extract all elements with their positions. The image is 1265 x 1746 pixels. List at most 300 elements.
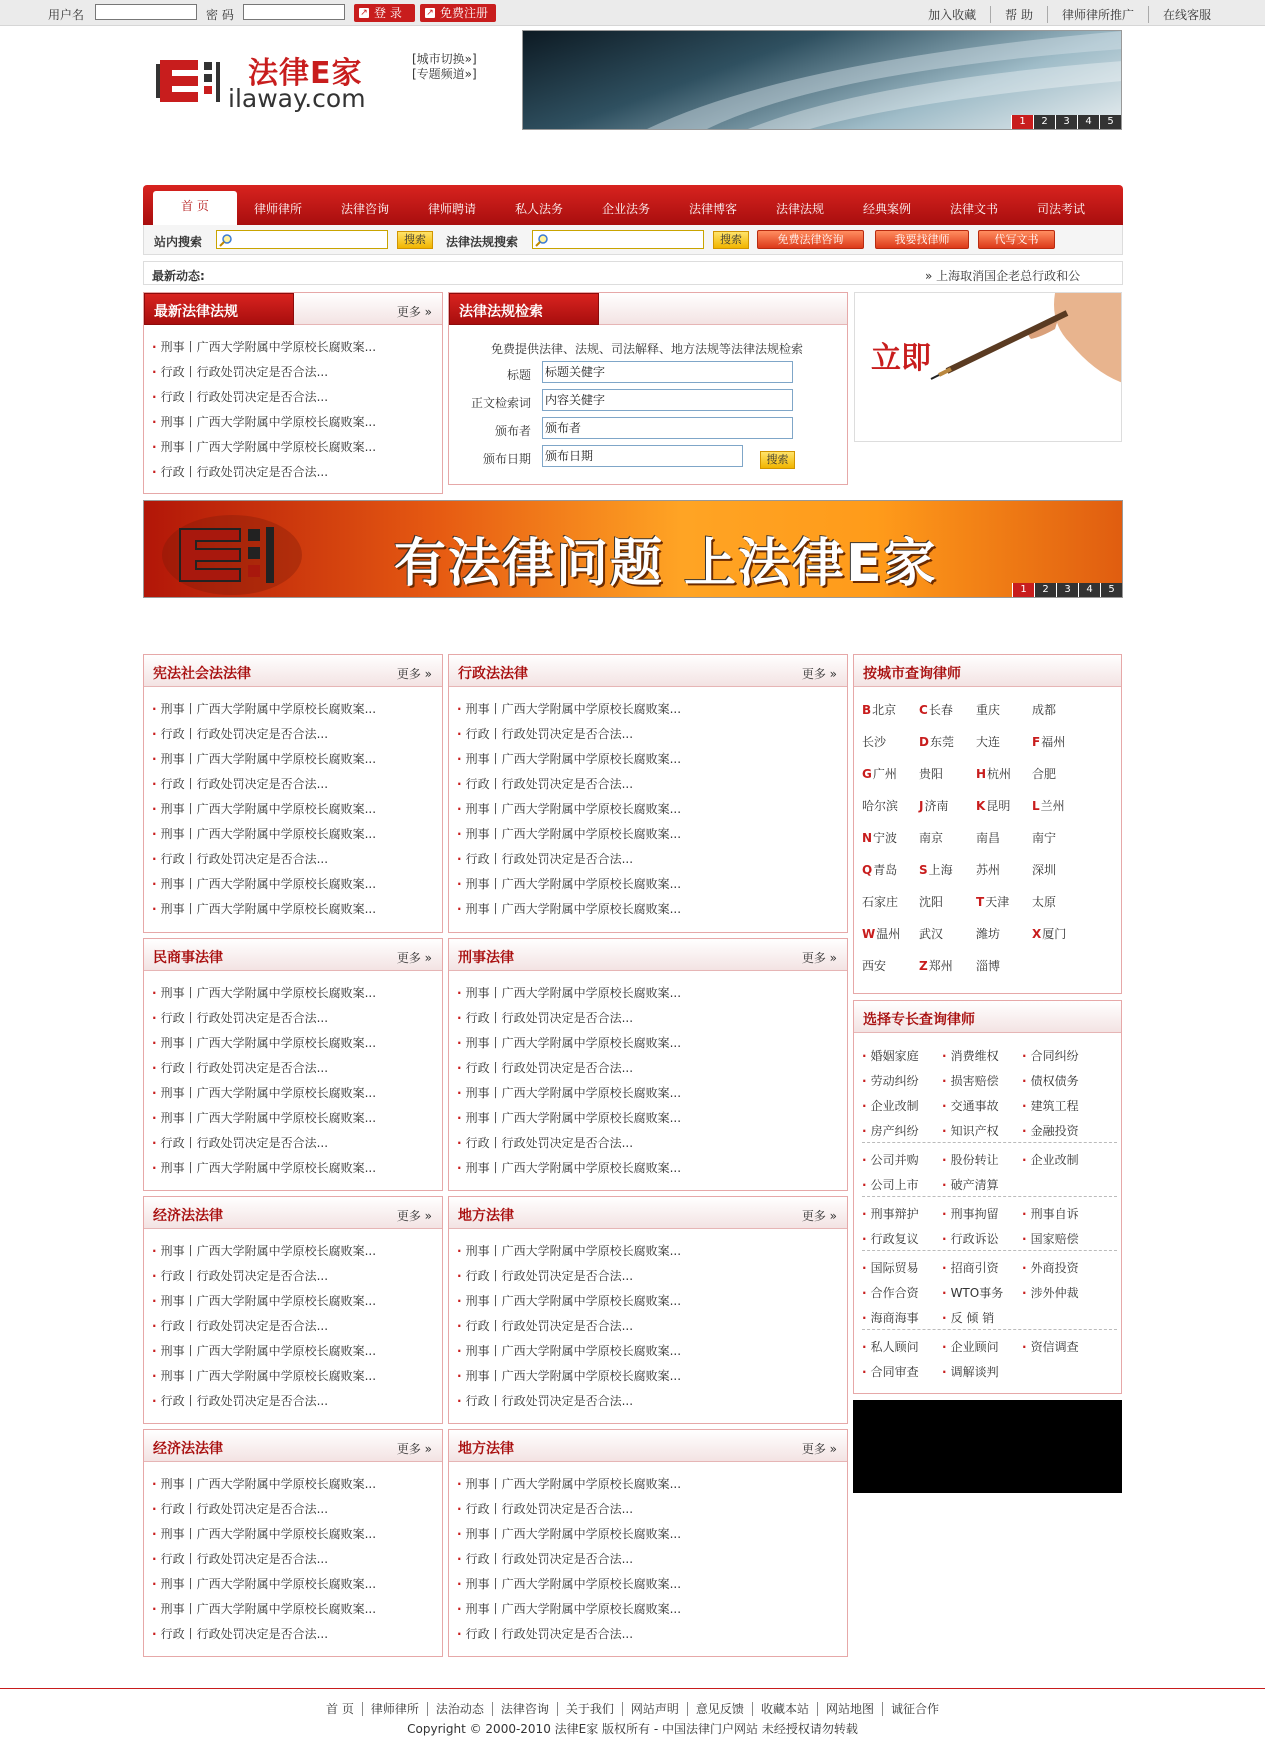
city-link[interactable]	[862, 829, 897, 846]
city-initial: N	[862, 831, 873, 845]
slogan-page-5[interactable]: 5	[1100, 583, 1122, 597]
list-item[interactable]: · 行政丨行政处罚决定是否合法...	[152, 772, 442, 797]
specialty-link[interactable]: · 招商引资	[942, 1259, 999, 1276]
list-item[interactable]: · 行政丨行政处罚决定是否合法...	[457, 1314, 847, 1339]
list-item[interactable]: · 行政丨行政处罚决定是否合法...	[457, 1056, 847, 1081]
list-item[interactable]: · 刑事丨广西大学附属中学原校长腐败案...	[152, 1031, 442, 1056]
footer-link[interactable]: 首 页	[326, 1702, 354, 1716]
list-item[interactable]: · 行政丨行政处罚决定是否合法...	[152, 1547, 442, 1572]
list-item[interactable]: · 行政丨行政处罚决定是否合法...	[457, 847, 847, 872]
list-item[interactable]: · 刑事丨广西大学附属中学原校长腐败案...	[457, 1597, 847, 1622]
list-item[interactable]: · 刑事丨广西大学附属中学原校长腐败案...	[457, 1472, 847, 1497]
law-search-submit[interactable]: 搜索	[760, 451, 795, 469]
city-link[interactable]	[862, 797, 898, 814]
list-item[interactable]: · 刑事丨广西大学附属中学原校长腐败案...	[457, 1156, 847, 1181]
nav-hire[interactable]: 律师聘请	[427, 202, 476, 216]
footer-link[interactable]: 网站地图	[817, 1702, 882, 1716]
nav-blog[interactable]: 法律博客	[688, 202, 737, 216]
section-title: 民商事法律	[153, 950, 223, 966]
list-item[interactable]: · 刑事丨广西大学附属中学原校长腐败案...	[457, 747, 847, 772]
city-initial: K	[976, 799, 986, 813]
city-name: 成都	[1032, 703, 1057, 717]
link-add-favorite[interactable]: 加入收藏	[928, 8, 977, 22]
footer-divider	[0, 1688, 1265, 1689]
issuer-input[interactable]: 颁布者	[542, 417, 793, 439]
nav-regulations[interactable]: 法律法规	[775, 202, 824, 216]
list-item[interactable]: · 刑事丨广西大学附属中学原校长腐败案...	[457, 1106, 847, 1131]
list-item[interactable]: · 行政丨行政处罚决定是否合法...	[152, 385, 442, 410]
list-item[interactable]: · 刑事丨广西大学附属中学原校长腐败案...	[457, 1522, 847, 1547]
list-item[interactable]: · 行政丨行政处罚决定是否合法...	[457, 1264, 847, 1289]
specialty-link[interactable]: · 建筑工程	[1022, 1097, 1079, 1114]
specialty-link[interactable]: · WTO事务	[942, 1284, 1003, 1301]
section-list	[144, 971, 442, 1181]
list-item[interactable]: · 刑事丨广西大学附属中学原校长腐败案...	[152, 1289, 442, 1314]
city-link[interactable]	[1032, 925, 1066, 942]
topic-channel-link[interactable]: [专题频道»]	[412, 67, 477, 81]
specialty-link[interactable]: · 行政诉讼	[942, 1230, 999, 1247]
banner-page-2[interactable]: 2	[1033, 115, 1055, 129]
law-search-box	[448, 292, 848, 485]
list-item[interactable]: · 行政丨行政处罚决定是否合法...	[457, 1389, 847, 1414]
specialty-link[interactable]: · 合同审查	[862, 1363, 919, 1380]
city-link[interactable]	[1032, 861, 1056, 878]
city-initial: S	[919, 863, 928, 877]
slogan-banner[interactable]	[143, 500, 1123, 598]
city-name: 郑州	[928, 959, 953, 973]
city-name: 武汉	[919, 927, 944, 941]
city-link[interactable]	[862, 893, 898, 910]
logo-domain: ilaway.com	[228, 84, 366, 113]
section-more-link[interactable]: 更多 »	[801, 1209, 837, 1223]
city-link[interactable]	[976, 733, 1000, 750]
city-link[interactable]	[862, 733, 886, 750]
specialty-link[interactable]: · 合同纠纷	[1022, 1047, 1079, 1064]
city-link[interactable]	[1032, 829, 1056, 846]
specialty-link[interactable]: · 破产清算	[942, 1176, 999, 1193]
city-name: 南昌	[976, 831, 1001, 845]
list-item[interactable]: · 刑事丨广西大学附属中学原校长腐败案...	[152, 1239, 442, 1264]
specialty-link[interactable]: · 房产纠纷	[862, 1122, 919, 1139]
list-item[interactable]: · 行政丨行政处罚决定是否合法...	[152, 1264, 442, 1289]
password-label: 密 码	[206, 8, 234, 22]
section-more-link[interactable]: 更多 »	[801, 1442, 837, 1456]
city-name: 温州	[876, 927, 901, 941]
city-link[interactable]	[1032, 797, 1065, 814]
city-initial: F	[1032, 735, 1041, 749]
nav-cases[interactable]: 经典案例	[862, 202, 911, 216]
arrow-icon: ↗	[426, 8, 434, 18]
ticker-text[interactable]: » 上海取消国企老总行政和公	[925, 269, 1081, 283]
city-link[interactable]	[862, 957, 886, 974]
list-item[interactable]: · 刑事丨广西大学附属中学原校长腐败案...	[457, 872, 847, 897]
city-name: 石家庄	[862, 895, 899, 909]
list-item[interactable]: · 行政丨行政处罚决定是否合法...	[457, 1131, 847, 1156]
specialty-link[interactable]: · 公司上市	[862, 1176, 919, 1193]
list-item[interactable]: · 行政丨行政处罚决定是否合法...	[457, 1547, 847, 1572]
law-search-input[interactable]	[532, 230, 704, 249]
top-links	[914, 6, 1225, 23]
write-document-button[interactable]: 代写文书	[978, 230, 1055, 249]
city-name: 长春	[928, 703, 953, 717]
list-item[interactable]: · 行政丨行政处罚决定是否合法...	[457, 1006, 847, 1031]
list-item[interactable]: · 刑事丨广西大学附属中学原校长腐败案...	[152, 1522, 442, 1547]
city-name: 太原	[1032, 895, 1057, 909]
section-box	[448, 654, 848, 933]
specialty-link[interactable]: · 债权债务	[1022, 1072, 1079, 1089]
divider	[862, 1250, 1117, 1251]
specialty-link[interactable]: · 企业改制	[1022, 1151, 1079, 1168]
list-item[interactable]: · 行政丨行政处罚决定是否合法...	[152, 1497, 442, 1522]
city-lawyers-box	[853, 654, 1122, 994]
list-item[interactable]: · 行政丨行政处罚决定是否合法...	[152, 1622, 442, 1647]
list-item[interactable]: · 刑事丨广西大学附属中学原校长腐败案...	[152, 981, 442, 1006]
video-ad[interactable]	[853, 1400, 1122, 1493]
section-title: 地方法律	[458, 1208, 514, 1224]
section-title: 行政法法律	[458, 666, 528, 682]
field-label-title: 标题	[507, 368, 532, 382]
city-initial: G	[862, 767, 872, 781]
list-item[interactable]: · 行政丨行政处罚决定是否合法...	[152, 1389, 442, 1414]
main-nav	[143, 185, 1123, 225]
city-name: 哈尔滨	[862, 799, 899, 813]
city-link[interactable]	[976, 861, 1000, 878]
city-link[interactable]	[862, 701, 896, 718]
specialty-link[interactable]: · 劳动纠纷	[862, 1072, 919, 1089]
specialty-link[interactable]: · 调解谈判	[942, 1363, 999, 1380]
slogan-page-4[interactable]: 4	[1078, 583, 1100, 597]
city-link[interactable]	[976, 701, 1000, 718]
city-name: 济南	[924, 799, 949, 813]
specialty-link[interactable]: · 公司并购	[862, 1151, 919, 1168]
content-keyword-input[interactable]: 内容关健字	[542, 389, 793, 411]
banner-page-4[interactable]: 4	[1077, 115, 1099, 129]
latest-laws-title: 最新法律法规	[154, 304, 238, 320]
specialty-link[interactable]: · 涉外仲裁	[1022, 1284, 1079, 1301]
nav-private[interactable]: 私人法务	[514, 202, 563, 216]
latest-laws-more[interactable]: 更多 »	[396, 305, 432, 319]
link-online-service[interactable]: 在线客服	[1148, 6, 1225, 23]
footer-link[interactable]: 律师律所	[362, 1702, 427, 1716]
list-item[interactable]: · 刑事丨广西大学附属中学原校长腐败案...	[457, 1339, 847, 1364]
city-lawyers-title: 按城市查询律师	[863, 666, 961, 682]
section-title: 地方法律	[458, 1441, 514, 1457]
section-box	[448, 1429, 848, 1657]
list-item[interactable]: · 刑事丨广西大学附属中学原校长腐败案...	[457, 897, 847, 922]
city-initial: J	[919, 799, 924, 813]
link-help[interactable]: 帮 助	[990, 6, 1047, 23]
free-consult-button[interactable]: 免费法律咨询	[757, 230, 864, 249]
specialty-link[interactable]: · 知识产权	[942, 1122, 999, 1139]
section-title: 经济法法律	[153, 1441, 223, 1457]
city-link[interactable]	[976, 893, 1009, 910]
city-name: 青岛	[873, 863, 898, 877]
list-item[interactable]: · 刑事丨广西大学附属中学原校长腐败案...	[152, 435, 442, 460]
city-initial: Z	[919, 959, 928, 973]
city-link[interactable]	[976, 957, 1000, 974]
city-link[interactable]	[919, 797, 948, 814]
banner-page-3[interactable]: 3	[1055, 115, 1077, 129]
find-lawyer-button[interactable]: 我要找律师	[875, 230, 969, 249]
list-item[interactable]: · 行政丨行政处罚决定是否合法...	[152, 1314, 442, 1339]
list-item[interactable]: · 刑事丨广西大学附属中学原校长腐败案...	[457, 797, 847, 822]
specialty-link[interactable]: · 金融投资	[1022, 1122, 1079, 1139]
login-label: 登 录	[374, 6, 402, 20]
city-name: 重庆	[976, 703, 1001, 717]
list-item[interactable]: · 刑事丨广西大学附属中学原校长腐败案...	[152, 1597, 442, 1622]
city-name: 东莞	[929, 735, 954, 749]
header-banner[interactable]	[522, 30, 1122, 130]
law-search-title: 法律法规检索	[459, 304, 543, 320]
list-item[interactable]: · 行政丨行政处罚决定是否合法...	[152, 847, 442, 872]
city-link[interactable]	[862, 925, 900, 942]
specialty-link[interactable]: · 交通事故	[942, 1097, 999, 1114]
field-label-issuer: 颁布者	[495, 424, 532, 438]
password-input[interactable]	[243, 4, 345, 20]
city-link[interactable]	[919, 861, 953, 878]
city-initial: L	[1032, 799, 1040, 813]
city-name: 北京	[872, 703, 897, 717]
city-name: 南京	[919, 831, 944, 845]
city-link[interactable]	[1032, 765, 1056, 782]
city-switch-link[interactable]: [城市切换»]	[412, 52, 477, 66]
city-initial: B	[862, 703, 872, 717]
list-item[interactable]: · 刑事丨广西大学附属中学原校长腐败案...	[152, 410, 442, 435]
city-name: 沈阳	[919, 895, 944, 909]
city-name: 广州	[872, 767, 897, 781]
city-link[interactable]	[976, 925, 1000, 942]
footer-link[interactable]: 收藏本站	[752, 1702, 817, 1716]
specialty-link[interactable]: · 外商投资	[1022, 1259, 1079, 1276]
username-input[interactable]	[95, 4, 197, 20]
list-item[interactable]: · 刑事丨广西大学附属中学原校长腐败案...	[152, 822, 442, 847]
list-item[interactable]: · 行政丨行政处罚决定是否合法...	[152, 1056, 442, 1081]
city-link[interactable]	[1032, 893, 1056, 910]
section-more-link[interactable]: 更多 »	[801, 667, 837, 681]
nav-consult[interactable]: 法律咨询	[340, 202, 389, 216]
side-ad-text: 立即	[871, 341, 931, 376]
city-initial: X	[1032, 927, 1042, 941]
city-link[interactable]	[919, 733, 954, 750]
specialty-link[interactable]: · 婚姻家庭	[862, 1047, 919, 1064]
section-more-link[interactable]: 更多 »	[396, 1442, 432, 1456]
list-item[interactable]: · 刑事丨广西大学附属中学原校长腐败案...	[457, 1081, 847, 1106]
list-item[interactable]: · 刑事丨广西大学附属中学原校长腐败案...	[152, 697, 442, 722]
list-item[interactable]: · 刑事丨广西大学附属中学原校长腐败案...	[152, 1364, 442, 1389]
footer-link[interactable]: 诚征合作	[882, 1702, 947, 1716]
list-item[interactable]: · 行政丨行政处罚决定是否合法...	[152, 1006, 442, 1031]
list-item[interactable]: · 行政丨行政处罚决定是否合法...	[457, 722, 847, 747]
law-search-description: 免费提供法律、法规、司法解释、地方法规等法律法规检索	[491, 342, 804, 356]
login-button[interactable]	[354, 4, 415, 22]
footer-link[interactable]: 网站声明	[622, 1702, 687, 1716]
specialty-link[interactable]: · 国家赔偿	[1022, 1230, 1079, 1247]
list-item[interactable]: · 刑事丨广西大学附属中学原校长腐败案...	[152, 1081, 442, 1106]
specialty-link[interactable]: · 刑事自诉	[1022, 1205, 1079, 1222]
specialty-link[interactable]: · 企业改制	[862, 1097, 919, 1114]
law-search-button[interactable]: 搜索	[713, 231, 749, 249]
list-item[interactable]: · 行政丨行政处罚决定是否合法...	[457, 772, 847, 797]
site-search-label: 站内搜索	[154, 235, 203, 249]
city-link[interactable]	[1032, 701, 1056, 718]
banner-slogan: 有法律问题 上法律E家	[394, 534, 938, 594]
section-more-link[interactable]: 更多 »	[396, 667, 432, 681]
list-item[interactable]: · 刑事丨广西大学附属中学原校长腐败案...	[457, 1031, 847, 1056]
city-name: 昆明	[986, 799, 1011, 813]
username-label: 用户名	[48, 8, 85, 22]
section-list	[449, 971, 847, 1181]
city-name: 深圳	[1032, 863, 1057, 877]
city-name: 福州	[1041, 735, 1066, 749]
list-item[interactable]: · 刑事丨广西大学附属中学原校长腐败案...	[457, 822, 847, 847]
list-item[interactable]: · 刑事丨广西大学附属中学原校长腐败案...	[457, 1364, 847, 1389]
list-item[interactable]: · 刑事丨广西大学附属中学原校长腐败案...	[457, 1572, 847, 1597]
nav-exam[interactable]: 司法考试	[1036, 202, 1085, 216]
specialty-lawyers-title: 选择专长查询律师	[863, 1012, 975, 1028]
ticker-label: 最新动态:	[152, 269, 205, 283]
logo-e-icon	[156, 50, 224, 108]
footer-links	[0, 1700, 1265, 1717]
search-bar	[143, 225, 1123, 255]
city-link[interactable]	[1032, 733, 1065, 750]
section-title: 刑事法律	[458, 950, 514, 966]
city-name: 宁波	[873, 831, 898, 845]
site-logo[interactable]	[156, 46, 396, 116]
list-item[interactable]: · 刑事丨广西大学附属中学原校长腐败案...	[457, 981, 847, 1006]
specialty-link[interactable]: · 资信调查	[1022, 1338, 1079, 1355]
search-icon	[219, 233, 233, 247]
list-item[interactable]: · 行政丨行政处罚决定是否合法...	[457, 1497, 847, 1522]
slogan-page-3[interactable]: 3	[1056, 583, 1078, 597]
section-list	[144, 1462, 442, 1647]
list-item[interactable]: · 刑事丨广西大学附属中学原校长腐败案...	[152, 1156, 442, 1181]
footer-link[interactable]: 关于我们	[557, 1702, 622, 1716]
city-link[interactable]	[919, 829, 943, 846]
section-box	[143, 654, 443, 933]
specialty-link[interactable]: · 行政复议	[862, 1230, 919, 1247]
city-name: 贵阳	[919, 767, 944, 781]
specialty-link[interactable]: · 消费维权	[942, 1047, 999, 1064]
site-search-input[interactable]	[216, 230, 388, 249]
list-item[interactable]: · 行政丨行政处罚决定是否合法...	[152, 722, 442, 747]
nav-lawyers[interactable]: 律师律所	[253, 202, 302, 216]
section-box	[448, 938, 848, 1191]
nav-documents[interactable]: 法律文书	[949, 202, 998, 216]
city-name: 西安	[862, 959, 887, 973]
register-button[interactable]	[420, 4, 496, 22]
specialty-link[interactable]: · 损害赔偿	[942, 1072, 999, 1089]
specialty-link[interactable]: · 海商海事	[862, 1309, 919, 1326]
section-more-link[interactable]: 更多 »	[396, 1209, 432, 1223]
specialty-link[interactable]: · 合作合资	[862, 1284, 919, 1301]
specialty-link[interactable]: · 刑事辩护	[862, 1205, 919, 1222]
list-item[interactable]: · 行政丨行政处罚决定是否合法...	[457, 1622, 847, 1647]
list-item[interactable]: · 刑事丨广西大学附属中学原校长腐败案...	[152, 747, 442, 772]
city-link[interactable]	[919, 925, 943, 942]
city-link[interactable]	[919, 957, 953, 974]
city-link[interactable]	[976, 797, 1010, 814]
slogan-page-1[interactable]: 1	[1012, 583, 1034, 597]
list-item[interactable]: · 刑事丨广西大学附属中学原校长腐败案...	[152, 1572, 442, 1597]
footer-link[interactable]: 法律咨询	[492, 1702, 557, 1716]
header-links	[412, 52, 477, 82]
specialty-link[interactable]: · 企业顾问	[942, 1338, 999, 1355]
copyright: Copyright © 2000-2010 法律E家 版权所有 - 中国法律门户网站 未经授权请勿转载	[407, 1722, 858, 1736]
field-label-content: 正文检索词	[471, 396, 532, 410]
list-item[interactable]: · 行政丨行政处罚决定是否合法...	[152, 460, 442, 485]
specialty-link[interactable]: · 国际贸易	[862, 1259, 919, 1276]
list-item[interactable]: · 刑事丨广西大学附属中学原校长腐败案...	[457, 697, 847, 722]
city-initial: W	[862, 927, 876, 941]
list-item[interactable]: · 刑事丨广西大学附属中学原校长腐败案...	[152, 797, 442, 822]
list-item[interactable]: · 刑事丨广西大学附属中学原校长腐败案...	[152, 1106, 442, 1131]
city-link[interactable]	[976, 765, 1011, 782]
list-item[interactable]: · 刑事丨广西大学附属中学原校长腐败案...	[152, 1472, 442, 1497]
city-link[interactable]	[919, 893, 943, 910]
list-item[interactable]: · 行政丨行政处罚决定是否合法...	[152, 1131, 442, 1156]
city-link[interactable]	[862, 765, 897, 782]
divider	[862, 1142, 1117, 1143]
list-item[interactable]: · 刑事丨广西大学附属中学原校长腐败案...	[152, 1339, 442, 1364]
list-item[interactable]: · 刑事丨广西大学附属中学原校长腐败案...	[457, 1289, 847, 1314]
section-more-link[interactable]: 更多 »	[396, 951, 432, 965]
list-item[interactable]: · 行政丨行政处罚决定是否合法...	[152, 360, 442, 385]
banner-page-5[interactable]: 5	[1099, 115, 1121, 129]
specialty-lawyers-box	[853, 1000, 1122, 1394]
city-link[interactable]	[919, 765, 943, 782]
list-item[interactable]: · 刑事丨广西大学附属中学原校长腐败案...	[152, 872, 442, 897]
city-name: 厦门	[1042, 927, 1067, 941]
city-link[interactable]	[862, 861, 897, 878]
law-search-label: 法律法规搜索	[446, 235, 519, 249]
city-name: 合肥	[1032, 767, 1057, 781]
site-search-button[interactable]: 搜索	[397, 231, 433, 249]
list-item[interactable]: · 刑事丨广西大学附属中学原校长腐败案...	[457, 1239, 847, 1264]
latest-laws-list	[144, 325, 442, 485]
date-input[interactable]: 颁布日期	[542, 445, 743, 467]
field-label-date: 颁布日期	[483, 452, 532, 466]
nav-home[interactable]: 首 页	[153, 191, 237, 225]
news-ticker	[143, 261, 1123, 285]
search-icon	[535, 233, 549, 247]
footer-link[interactable]: 意见反馈	[687, 1702, 752, 1716]
city-name: 兰州	[1040, 799, 1065, 813]
divider	[862, 1196, 1117, 1197]
specialty-link[interactable]: · 反 倾 销	[942, 1309, 994, 1326]
list-item[interactable]: · 刑事丨广西大学附属中学原校长腐败案...	[152, 897, 442, 922]
section-title: 宪法社会法法律	[153, 666, 251, 682]
section-list	[144, 1229, 442, 1414]
city-initial: Q	[862, 863, 873, 877]
list-item[interactable]: · 刑事丨广西大学附属中学原校长腐败案...	[152, 335, 442, 360]
footer-link[interactable]: 法治动态	[427, 1702, 492, 1716]
pen-hand-illustration	[855, 293, 1122, 442]
city-link[interactable]	[976, 829, 1000, 846]
city-initial: D	[919, 735, 929, 749]
slogan-page-2[interactable]: 2	[1034, 583, 1056, 597]
specialty-link[interactable]: · 刑事拘留	[942, 1205, 999, 1222]
specialty-link[interactable]: · 私人顾问	[862, 1338, 919, 1355]
side-ad[interactable]	[854, 292, 1122, 442]
banner-page-1[interactable]: 1	[1011, 115, 1033, 129]
section-box	[143, 1196, 443, 1424]
nav-enterprise[interactable]: 企业法务	[601, 202, 650, 216]
section-more-link[interactable]: 更多 »	[801, 951, 837, 965]
title-keyword-input[interactable]: 标题关健字	[542, 361, 793, 383]
link-lawyer-promotion[interactable]: 律师律所推广	[1047, 6, 1148, 23]
specialty-link[interactable]: · 股份转让	[942, 1151, 999, 1168]
city-link[interactable]	[919, 701, 953, 718]
